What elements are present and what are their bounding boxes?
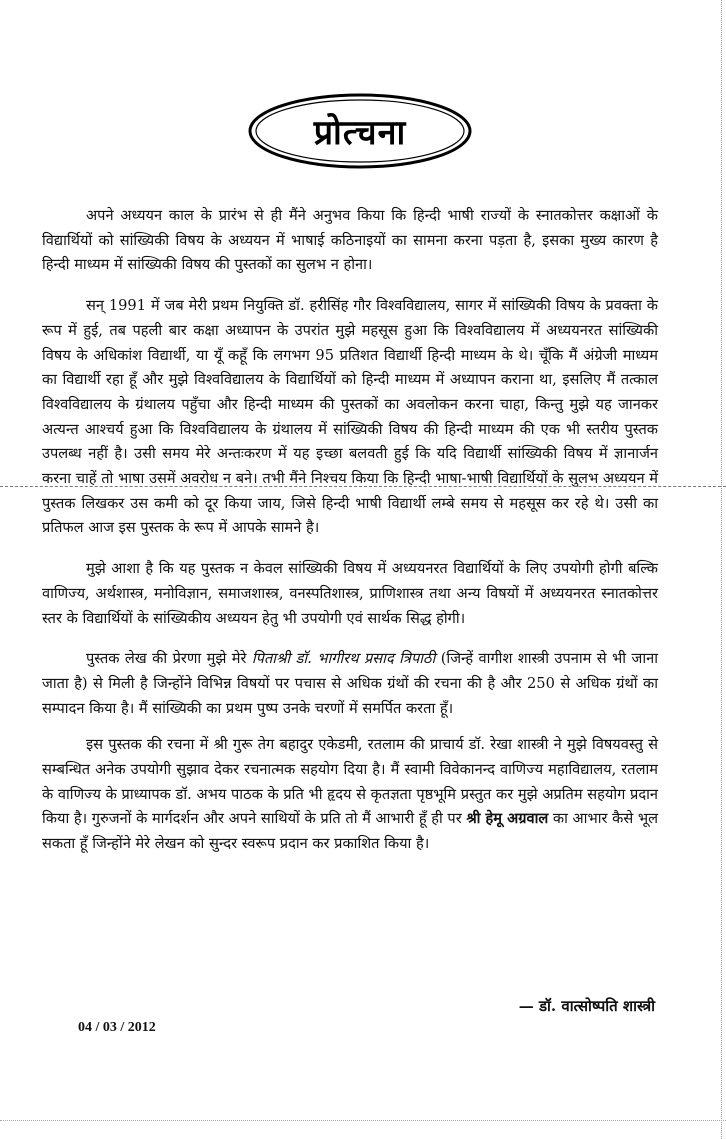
scan-edge-right [720, 0, 722, 1139]
paragraph-appointment: सन् 1991 में जब मेरी प्रथम नियुक्ति डॉ. हरीसिंह गौर विश्वविद्यालय, सागर में सांख्यिकी विषय के प्रवक्ता के रूप में हुई, तब पहली बार कक्षा अध्यापन के उपरांत मुझे महसूस हुआ कि विश्वविद्यालय में अध्ययनरत सांख्यिकी विषय के अधिकांश विद्यार्थी, या यूँ कहूँ कि लगभग 95 प्रतिशत विद्यार्थी हिन्दी माध्यम के थे। चूँकि मैं अंग्रेजी माध्यम का विद्यार्थी रहा हूँ और मुझे विश्वविद्यालय के विद्यार्थियों को हिन्दी माध्यम में अध्यापन कराना था, इसलिए मैं तत्काल विश्वविद्यालय के ग्रंथालय पहुँचा और हिन्दी माध्यम की पुस्तकों का अवलोकन करना चाहा, किन्तु मुझे यह जानकर अत्यन्त आश्चर्य हुआ कि विश्वविद्यालय के ग्रंथालय में सांख्यिकी विषय की हिन्दी माध्यम की एक भी स्तरीय पुस्तक उपलब्ध नहीं है। उसी समय मेरे अन्तःकरण में यह इच्छा बलवती हुई कि यदि विद्यार्थी सांख्यिकी विषय में ज्ञानार्जन करना चाहें तो भाषा उसमें अवरोध न बने। तभी मैंने निश्चय किया कि हिन्दी भाषा-भाषी विद्यार्थियों के सुलभ अध्ययन में पुस्तक लिखकर उस कमी को दूर किया जाय, जिसे हिन्दी भाषी विद्यार्थी लम्बे समय से महसूस कर रहे थे। उसी का प्रतिफल आज इस पुस्तक के रूप में आपके सामने है। [42, 297, 658, 537]
paragraph-intro: अपने अध्ययन काल के प्रारंभ से ही मैंने अनुभव किया कि हिन्दी भाषी राज्यों के स्नातकोत्तर कक्षाओं के विद्यार्थियों को सांख्यिकी विषय के अध्ययन में भाषाई कठिनाइयों का सामना करना पड़ता है, इसका मुख्य कारण है हिन्दी माध्यम में सांख्यिकी विषय की पुस्तकों का सुलभ न होना। [42, 207, 658, 274]
preface-body [42, 204, 658, 873]
inspiration-text-c: (जिन्हें वागीश शास्त्री उपनाम से भी जाना जाता है) से मिली है जिन्होंने विभिन्न विषयों पर पचास से अधिक ग्रंथों की रचना की है और 250 से अधिक ग्रंथों का सम्पादन किया है। मैं सांख्यिकी का प्रथम पुष्प उनके चरणों में समर्पित करता हूँ। [42, 650, 658, 717]
paragraph-acknowledgement [42, 733, 658, 857]
scan-edge-bottom [0, 1120, 726, 1121]
paragraph-inspiration [42, 647, 658, 721]
author-signature: — डॉ. वात्सोष्पति शास्त्री [518, 997, 655, 1015]
father-name: पिताश्री डॉ. भागीरथ प्रसाद त्रिपाठी [251, 650, 436, 668]
publisher-name: श्री हेमू अग्रवाल [466, 810, 549, 828]
paragraph-hope: मुझे आशा है कि यह पुस्तक न केवल सांख्यिकी विषय में अध्ययनरत विद्यार्थियों के लिए उपयोगी होगी बल्कि वाणिज्य, अर्थशास्त्र, मनोविज्ञान, समाजशास्त्र, वनस्पतिशास्त्र, प्राणिशास्त्र तथा अन्य विषयों में अध्ययनरत स्नातकोत्तर स्तर के विद्यार्थियों के सांख्यिकीय अध्ययन हेतु भी उपयोगी एवं सार्थक सिद्ध होगी। [42, 560, 658, 627]
scan-artifact-line [0, 486, 726, 487]
ack-text-a: इस पुस्तक की रचना में श्री गुरू तेग बहादुर एकेडमी, रतलाम की प्राचार्य डॉ. रेखा शास्त्री ने मुझे विषयवस्तु से सम्बन्धित अनेक उपयोगी सुझाव देकर रचनात्मक सहयोग दिया है। मैं स्वामी विवेकानन्द वाणिज्य महाविद्यालय, रतलाम के वाणिज्य के प्राध्यापक डॉ. अभय पाठक के प्रति भी हृदय से कृतज्ञता पृष्ठभूमि प्रस्तुत कर मुझे अप्रतिम सहयोग प्रदान किया है। गुरुजनों के मार्गदर्शन और अपने साथियों के प्रति तो मैं आभारी हूँ ही पर [42, 736, 658, 828]
page-title: प्रोत्चना [313, 113, 407, 153]
title-badge [245, 90, 475, 172]
preface-date: 04 / 03 / 2012 [78, 1020, 156, 1035]
inspiration-text-a: पुस्तक लेख की प्रेरणा मुझे मेरे [86, 650, 252, 668]
ack-text-c: का आभार कैसे भूल सकता हूँ जिन्होंने मेरे लेखन को सुन्दर स्वरूप प्रदान कर प्रकाशित किया है। [42, 810, 658, 853]
